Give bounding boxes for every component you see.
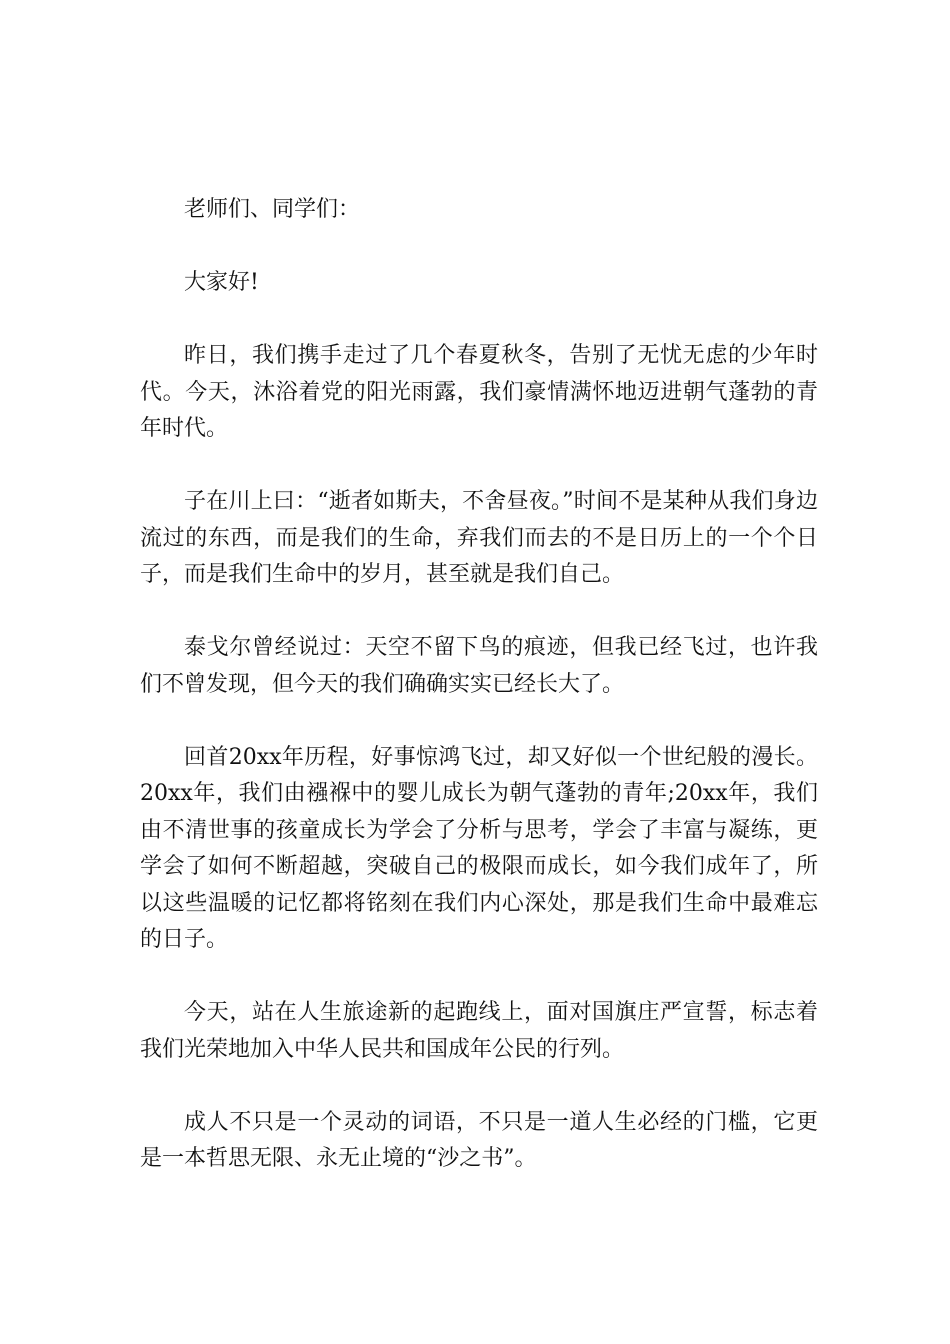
paragraph-adulthood: 成人不只是一个灵动的词语，不只是一道人生必经的门槛，它更是一本哲思无限、永无止境的“沙之书”。: [140, 1109, 818, 1171]
salutation: 老师们、同学们：: [184, 197, 361, 222]
paragraph-confucius-quote: 子在川上曰：“逝者如斯夫，不舍昼夜。”时间不是某种从我们身边流过的东西，而是我们的生命，弃我们而去的不是日历上的一个个日子，而是我们生命中的岁月，甚至就是我们自己。: [140, 489, 818, 587]
paragraph-looking-back: 回首20xx年历程，好事惊鸿飞过，却又好似一个世纪般的漫长。20xx年，我们由襁褓中的婴儿成长为朝气蓬勃的青年;20xx年，我们由不清世事的孩童成长为学会了分析与思考，学会了丰富与凝练，更学会了如何不断超越，突破自己的极限而成长，如今我们成年了，所以这些温暖的记忆都将铭刻在我们内心深处，那是我们生命中最难忘的日子。: [140, 744, 818, 952]
paragraph-yesterday: 昨日，我们携手走过了几个春夏秋冬，告别了无忧无虑的少年时代。今天，沐浴着党的阳光雨露，我们豪情满怀地迈进朝气蓬勃的青年时代。: [140, 343, 818, 441]
document-body: [140, 192, 818, 1178]
paragraph-tagore-quote: 泰戈尔曾经说过：天空不留下鸟的痕迹，但我已经飞过，也许我们不曾发现，但今天的我们确确实实已经长大了。: [140, 635, 818, 697]
paragraph-today-oath: 今天，站在人生旅途新的起跑线上，面对国旗庄严宣誓，标志着我们光荣地加入中华人民共和国成年公民的行列。: [140, 1000, 818, 1062]
greeting: 大家好!: [184, 270, 259, 295]
